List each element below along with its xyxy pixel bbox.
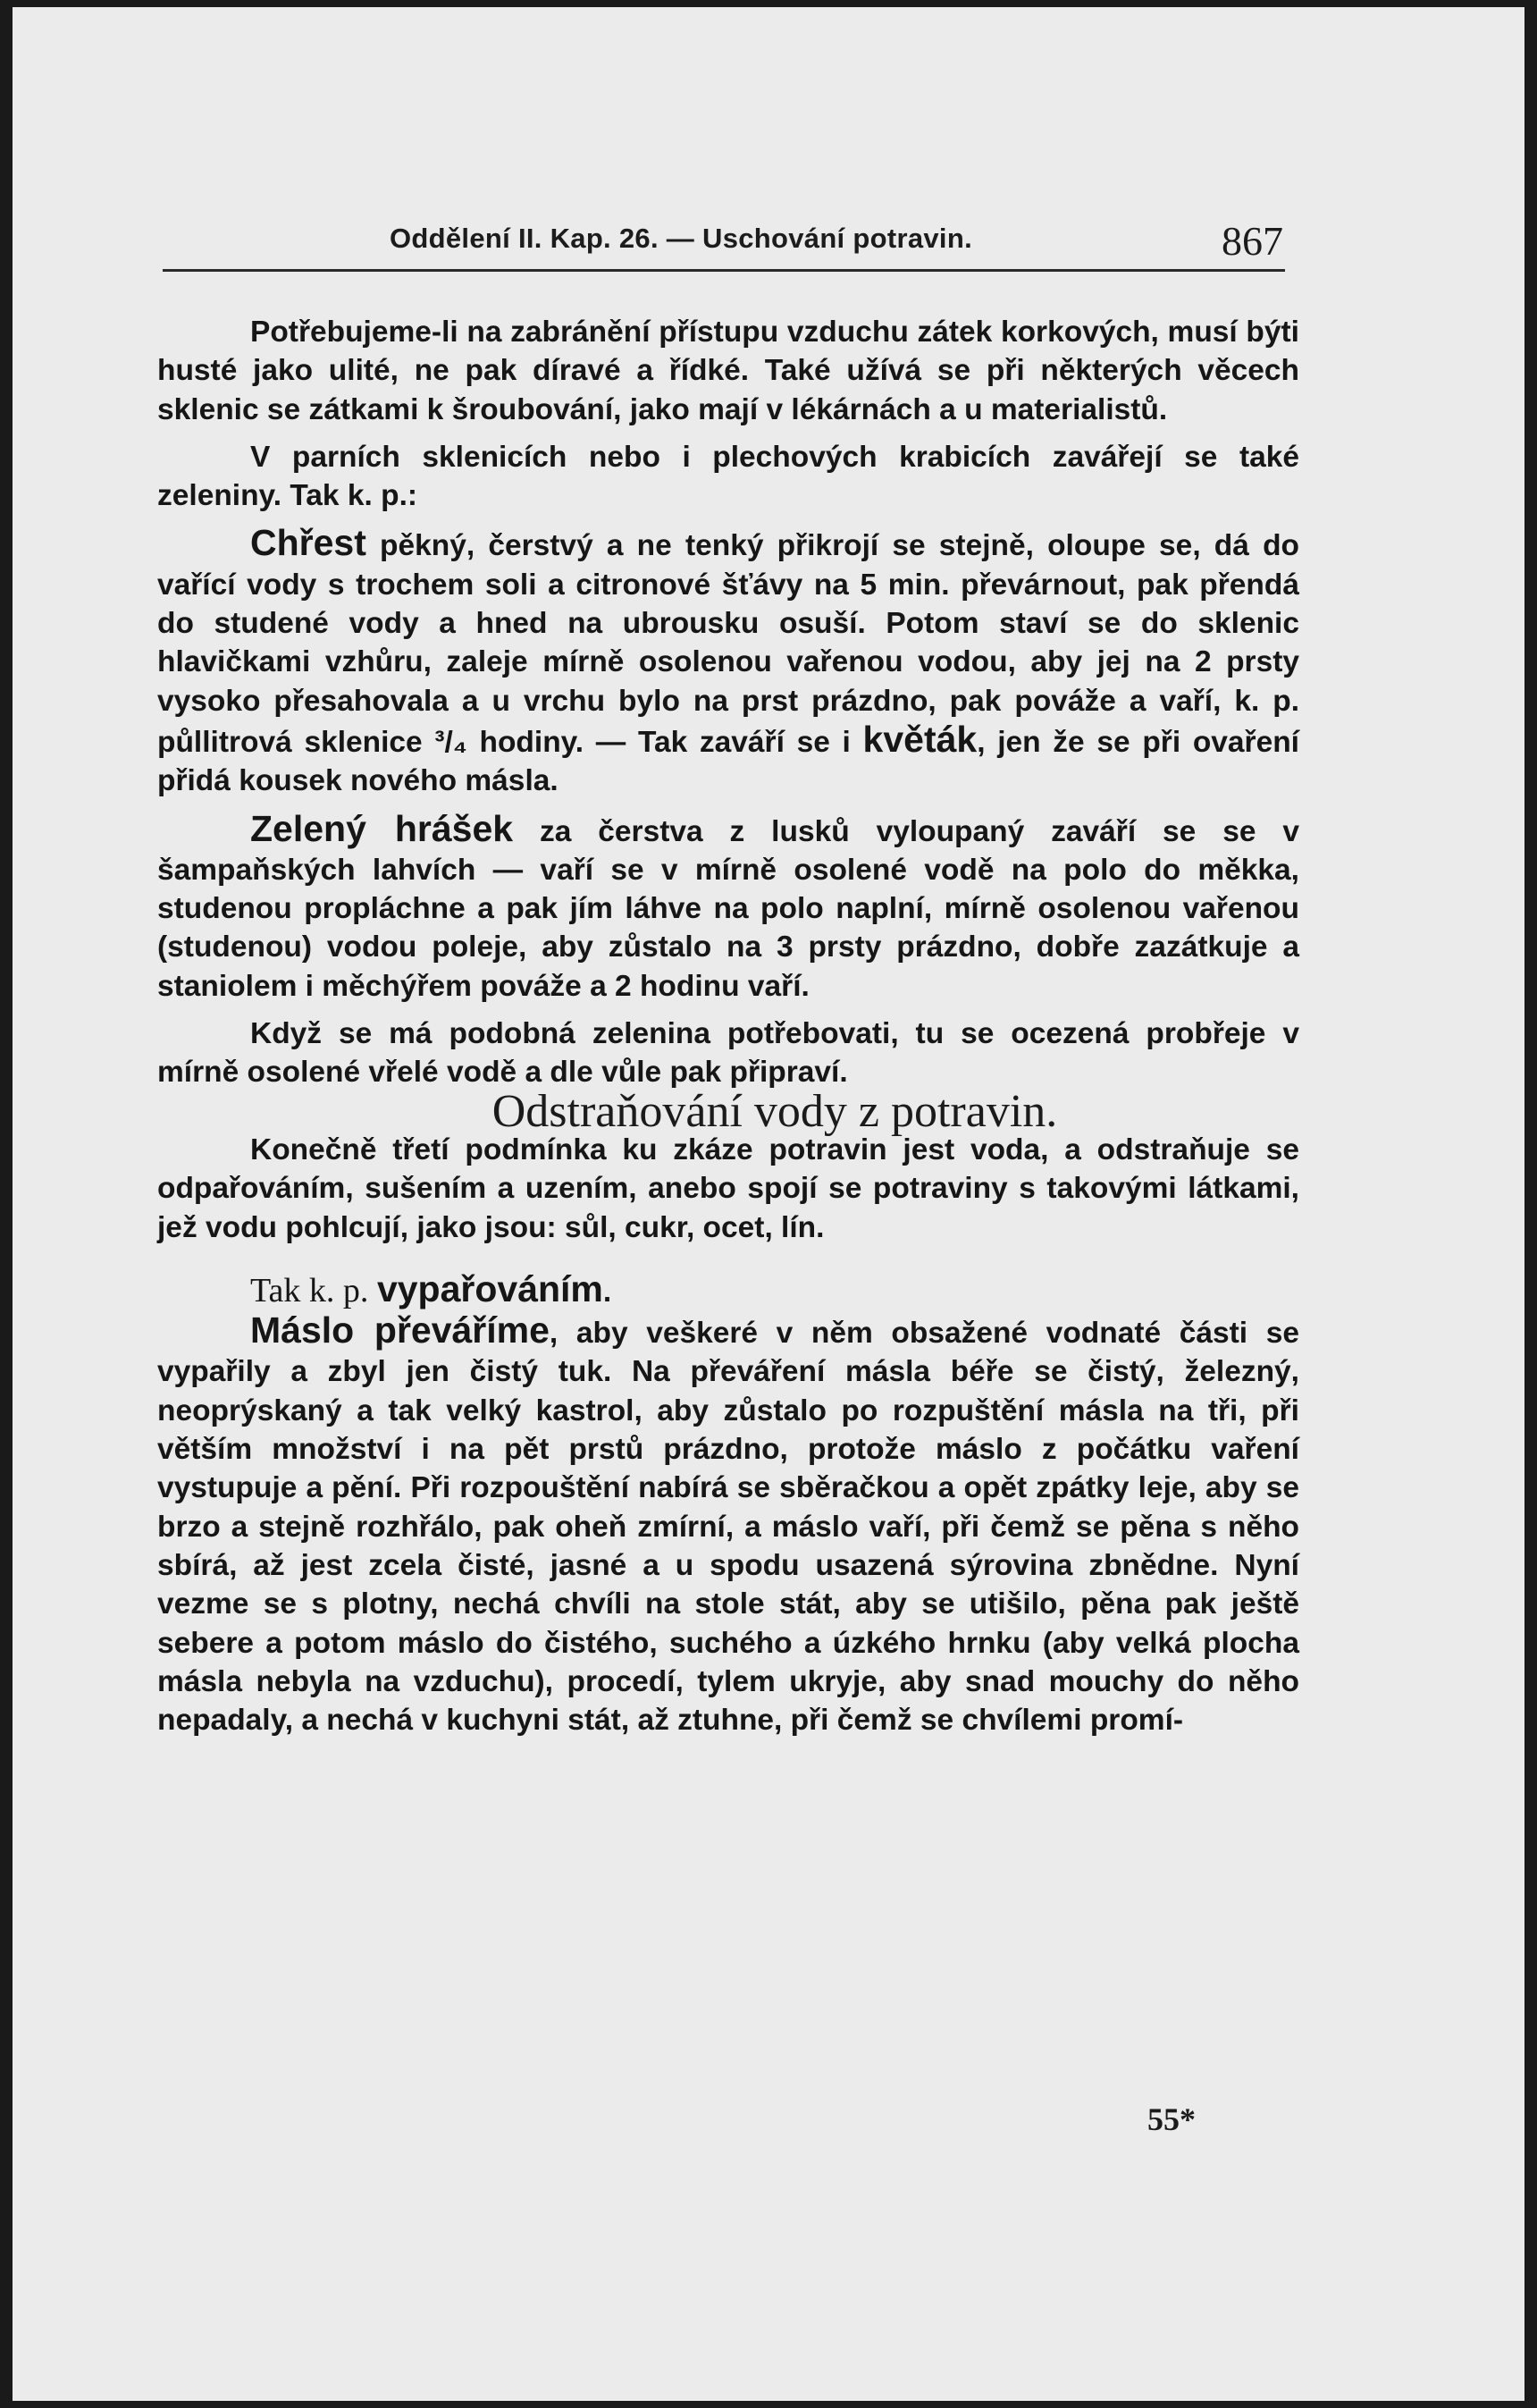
lead-term: vypařováním [376, 1267, 603, 1309]
section-heading: Odstraňování vody z potravin. [491, 1085, 1058, 1137]
paragraph: Konečně třetí podmínka ku zkáze potravin jest voda, a odstraňuje se odpařováním, sušením a uzením, anebo spojí se potraviny s takovými látkami, jež vodu pohlcují, jako jsou: sůl, cukr, ocet, lín. [157, 1132, 1299, 1244]
lead-term: Máslo převáříme [250, 1309, 550, 1351]
paragraph: Když se má podobná zelenina potřebovati, tu se ocezená probřeje v mírně osolené vřelé vodě a dle vůle pak připraví. [157, 1017, 1299, 1090]
lead-term: květák [862, 718, 978, 760]
paragraph: Máslo převáříme, aby veškeré v něm obsažené vodnaté části se vypařily a zbyl jen čistý tuk. Na převáření másla béře se čistý, železný, neoprýskaný a tak velký kastrol, aby zůstalo po rozpuštění másla na tři, při větším množství i na pět prstů prázdno, protože máslo z počátku vaření vystupuje a pění. Při rozpouštění nabírá se sběračkou a opět zpátky leje, aby se brzo a stejně rozhřálo, pak oheň zmírní, a máslo vaří, při čemž se pěna s něho sbírá, až jest zcela čisté, jasné a u spodu usazená sýrovina zbnědne. Nyní vezme se s plotny, nechá chvíli na stole stát, aby se utišilo, pěna pak ještě sebere a potom máslo do čistého, suchého a úzkého hrnku (aby velká plocha másla nebyla na vzduchu), procedí, tylem ukryje, aby snad mouchy do něho nepadaly, a nechá v kuchyni stát, až ztuhne, při čemž se chvílemi promí- [157, 1309, 1299, 1738]
lead-term: Zelený hrášek [250, 807, 514, 849]
paragraph: Chřest pěkný, čerstvý a ne tenký přikrojí se stejně, oloupe se, dá do vařící vody s trochem soli a citronové šťávy na 5 min. převárnout, pak přendá do studené vody a hned na ubrousku osuší. Potom staví se do sklenic hlavičkami vzhůru, zaleje mírně osolenou vařenou vodou, aby jej na 2 prsty vysoko přesahovala a u vrchu bylo na prst prázdno, pak pováže a vaří, k. p. půllitrová sklenice ³/₄ hodiny. — Tak zaváří se i květák, jen že se při ovaření přidá kousek nového másla. [157, 522, 1299, 798]
paragraph: V parních sklenicích nebo i plechových krabicích zavářejí se také zeleniny. Tak k. p.: [157, 440, 1299, 513]
running-header [390, 217, 1283, 267]
paragraph: Zelený hrášek za čerstva z lusků vyloupaný zaváří se se v šampaňských lahvích — vaří se v mírně osolené vodě na polo do měkka, studenou propláchne a pak jím láhve na polo naplní, mírně osolenou vařenou (studenou) vodou poleje, aby zůstalo na 3 prsty prázdno, dobře zazátkuje a staniolem i měchýřem pováže a 2 hodinu vaří. [157, 807, 1299, 1003]
body-text [157, 313, 1299, 1739]
signature-mark: 55* [1147, 2101, 1196, 2137]
page-number: 867 [1222, 218, 1283, 264]
running-title: Oddělení II. Kap. 26. — Uschování potravin. [390, 223, 972, 254]
lead-term: Chřest [250, 522, 366, 564]
paragraph: Potřebujeme-li na zabránění přístupu vzduchu zátek korkových, musí býti husté jako ulité, ne pak díravé a řídké. Také užívá se při některých věcech sklenic se zátkami k šroubování, jako mají v lékárnách a u materialistů. [157, 316, 1299, 426]
header-rule [163, 269, 1285, 272]
paragraph: Tak k. p. vypařováním. [250, 1267, 612, 1309]
